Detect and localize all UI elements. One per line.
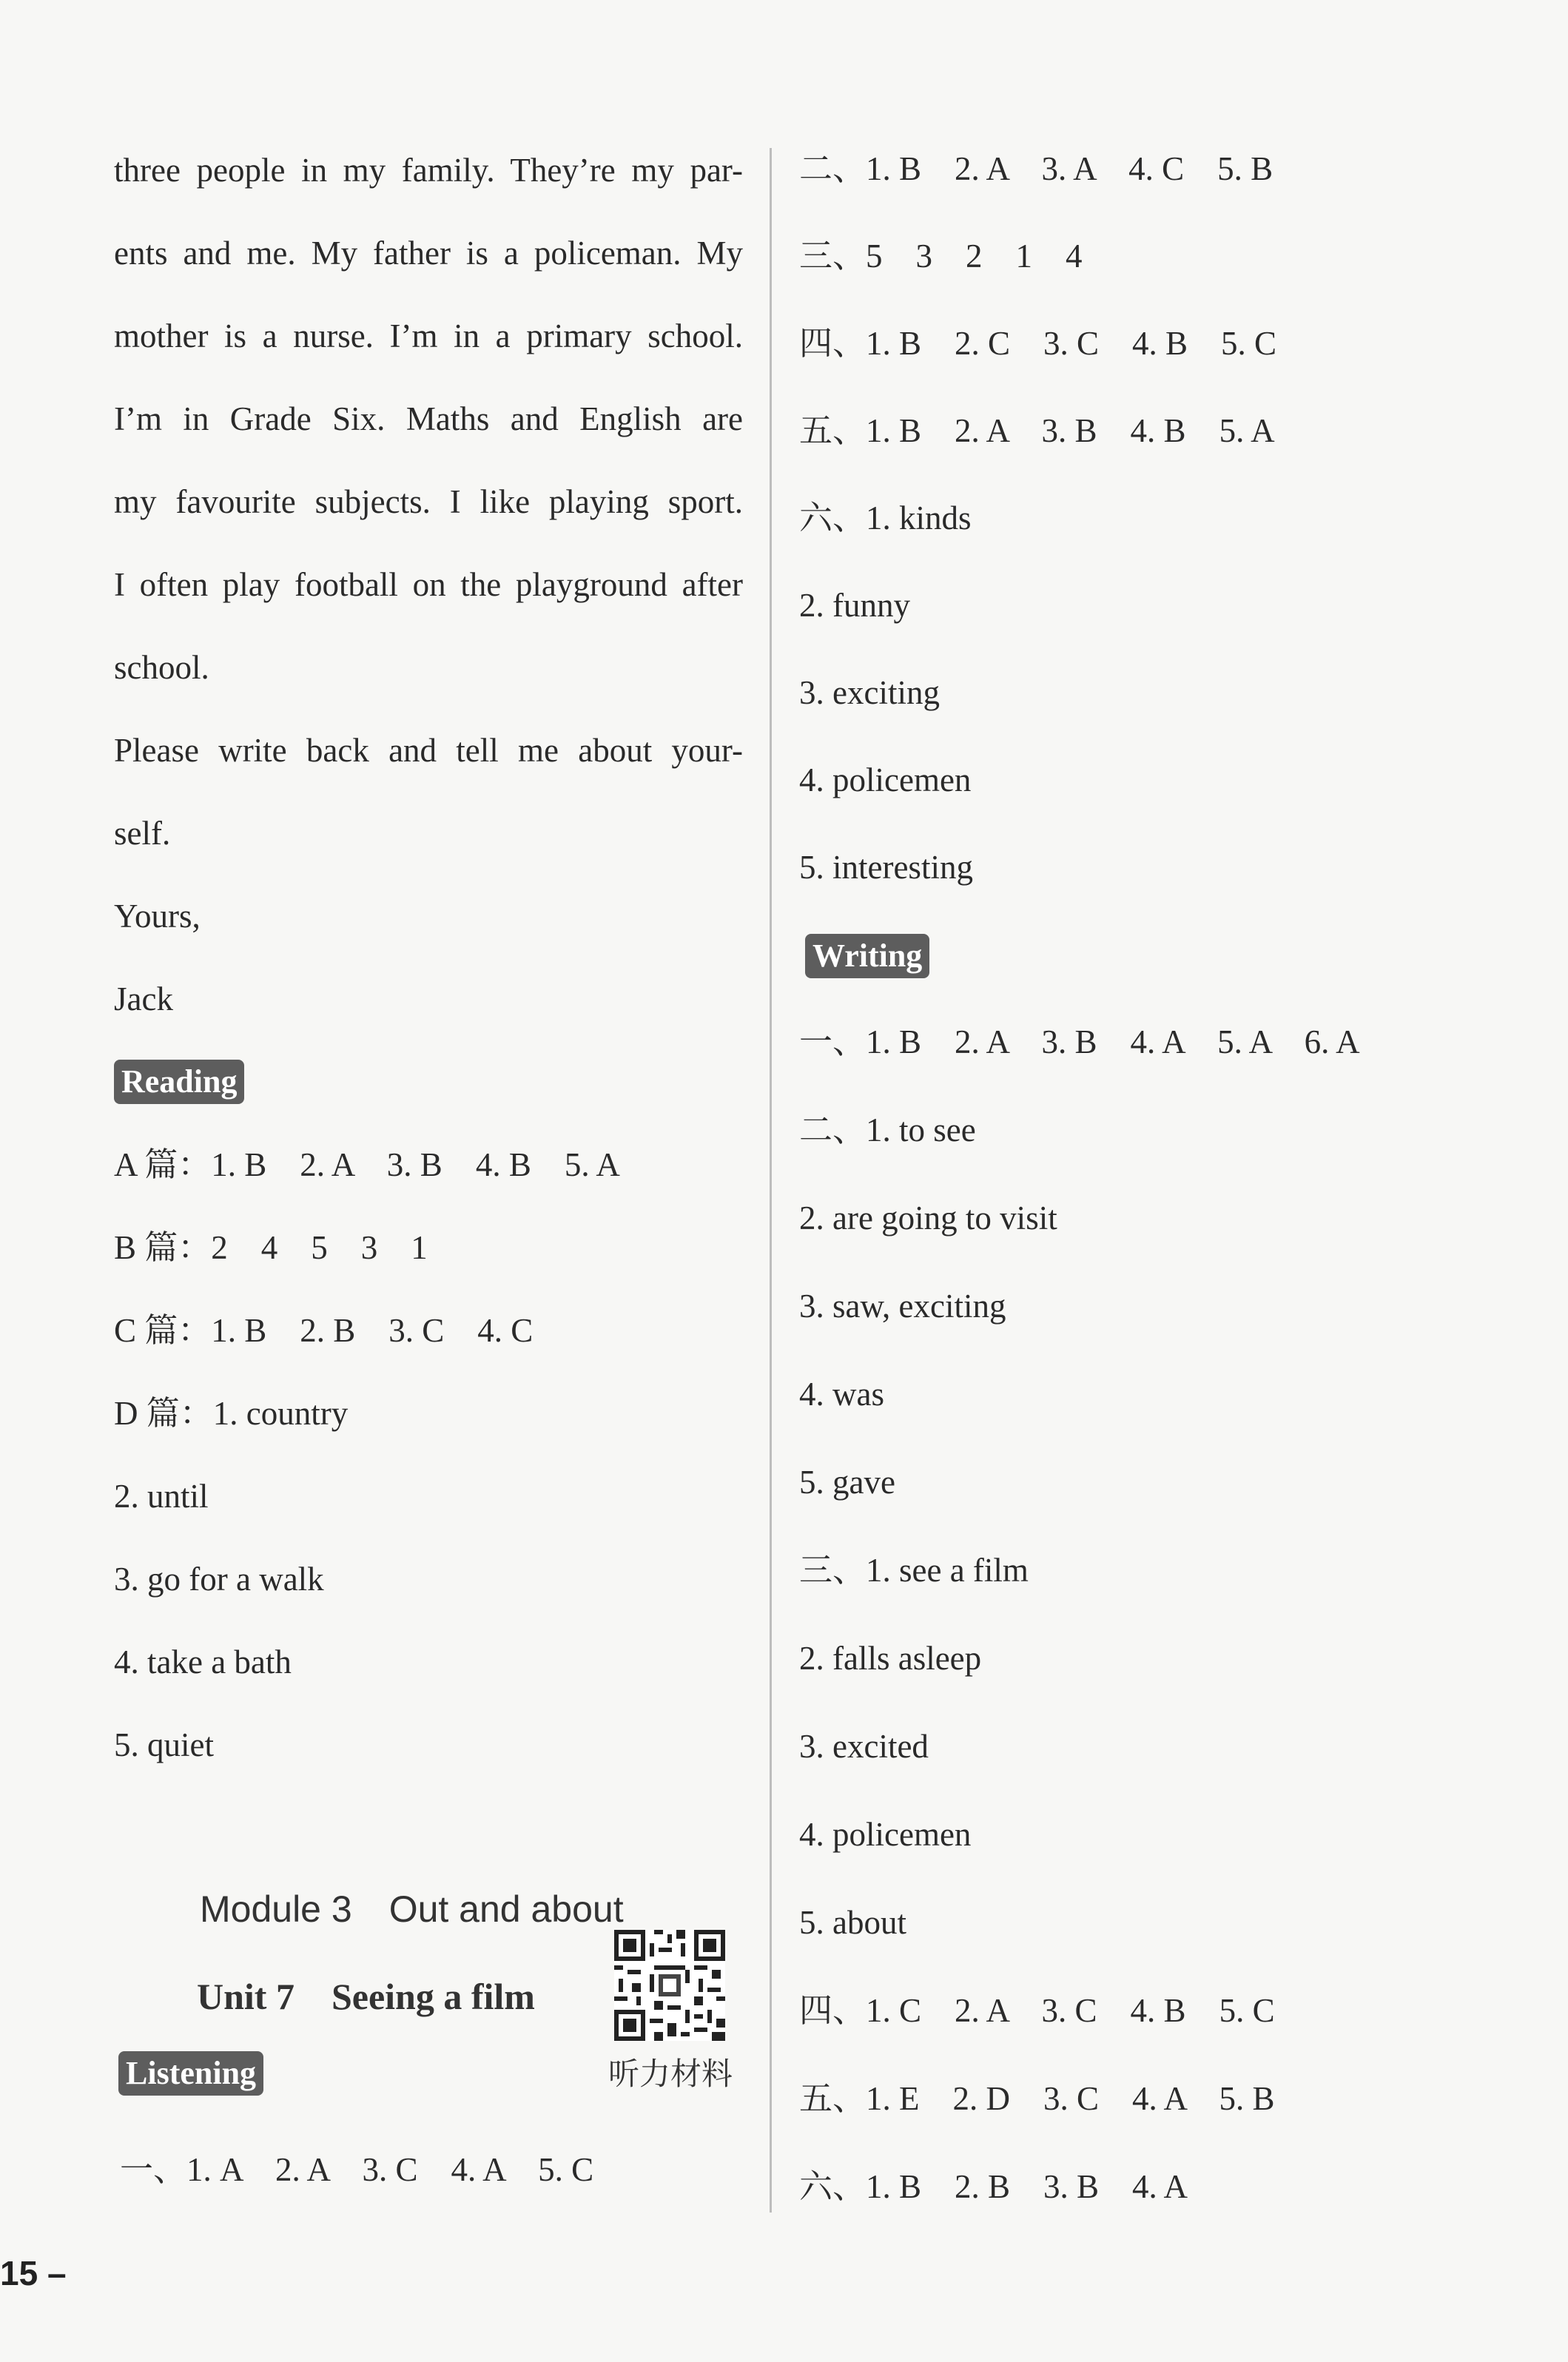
letter-line-end: school. [114, 649, 209, 686]
closing-line: Please write back and tell me about your- [114, 732, 743, 769]
column-divider [770, 148, 772, 2213]
answer-line: 五、1. E 2. D 3. C 4. A 5. B [799, 2080, 1275, 2117]
answer-line: 三、1. see a film [799, 1552, 1029, 1589]
answer-line: 5. about [799, 1904, 906, 1941]
answer-line: 3. saw, exciting [799, 1288, 1006, 1325]
answer-line: 3. exciting [799, 674, 940, 711]
letter-line: I often play football on the playground after [114, 566, 743, 603]
answer-line: 2. are going to visit [799, 1199, 1057, 1236]
reading-answer: B 篇：2 4 5 3 1 [114, 1229, 428, 1266]
answer-line: 四、1. B 2. C 3. C 4. B 5. C [799, 325, 1277, 362]
answer-line: 六、1. kinds [799, 499, 972, 536]
module-title: Module 3 Out and about [200, 1888, 624, 1930]
answer-line: 二、1. B 2. A 3. A 4. C 5. B [799, 150, 1273, 187]
listening-answer: 一、1. A 2. A 3. C 4. A 5. C [120, 2151, 594, 2188]
answer-line: 六、1. B 2. B 3. B 4. A [799, 2168, 1188, 2205]
answer-line: 二、1. to see [799, 1111, 976, 1148]
reading-answer: C 篇：1. B 2. B 3. C 4. C [114, 1312, 534, 1349]
unit-title: Unit 7 Seeing a film [197, 1976, 535, 2017]
letter-line: ents and me. My father is a policeman. My [114, 235, 743, 272]
answer-line: 四、1. C 2. A 3. C 4. B 5. C [799, 1992, 1275, 2029]
reading-answer: 4. take a bath [114, 1643, 292, 1680]
answer-line: 五、1. B 2. A 3. B 4. B 5. A [799, 412, 1275, 449]
reading-answer: 2. until [114, 1478, 209, 1515]
answer-line: 一、1. B 2. A 3. B 4. A 5. A 6. A [799, 1023, 1360, 1060]
reading-answer: A 篇：1. B 2. A 3. B 4. B 5. A [114, 1146, 620, 1183]
page-number: 15 – [0, 2254, 67, 2292]
letter-line: I’m in Grade Six. Maths and English are [114, 400, 743, 437]
answer-line: 2. falls asleep [799, 1640, 982, 1677]
answer-line: 4. policemen [799, 761, 972, 798]
answer-line: 2. funny [799, 587, 910, 624]
closing-line-end: self. [114, 815, 171, 852]
qr-code-icon [614, 1930, 725, 2041]
listening-badge: Listening [118, 2051, 263, 2096]
qr-label: 听力材料 [608, 2056, 733, 2092]
answer-line: 4. policemen [799, 1816, 972, 1853]
answer-line: 3. excited [799, 1728, 929, 1765]
letter-line: my favourite subjects. I like playing sport. [114, 483, 743, 520]
letter-line: three people in my family. They’re my par- [114, 152, 743, 189]
answer-line: 三、5 3 2 1 4 [799, 238, 1083, 275]
reading-answer: D 篇：1. country [114, 1395, 349, 1432]
reading-answer: 5. quiet [114, 1726, 214, 1763]
answer-line: 4. was [799, 1376, 884, 1413]
reading-badge: Reading [114, 1060, 244, 1104]
reading-answer: 3. go for a walk [114, 1561, 324, 1598]
answer-line: 5. gave [799, 1464, 895, 1501]
writing-badge: Writing [805, 934, 929, 978]
answer-line: 5. interesting [799, 849, 973, 886]
letter-line: mother is a nurse. I’m in a primary school. [114, 317, 743, 354]
signoff: Yours, [114, 898, 201, 935]
signature: Jack [114, 980, 173, 1017]
